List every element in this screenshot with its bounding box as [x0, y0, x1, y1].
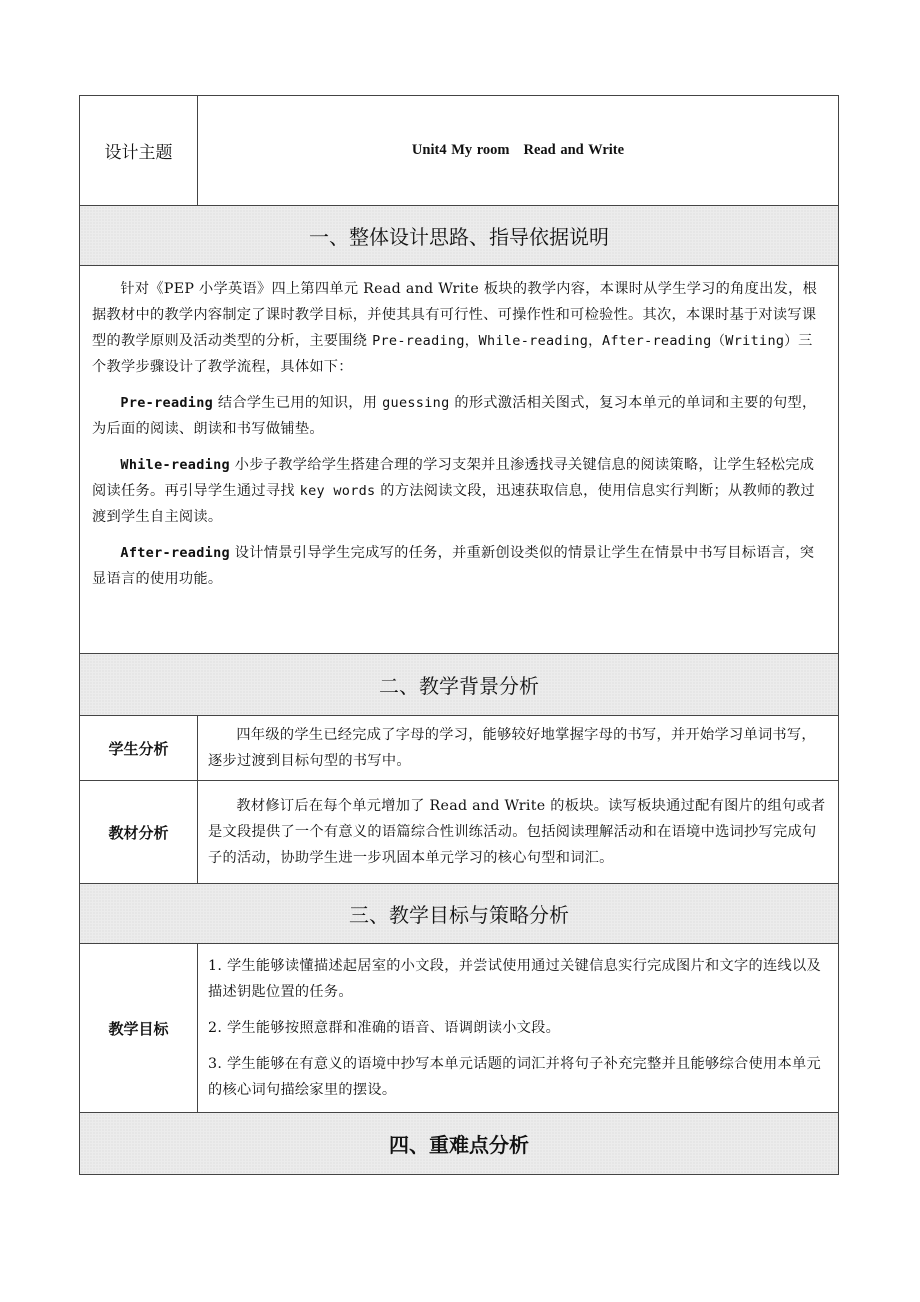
student-analysis-label: 学生分析	[80, 716, 198, 781]
objectives-row	[80, 944, 839, 1113]
textbook-analysis-label: 教材分析	[80, 781, 198, 884]
section-title-overall-design: 一、整体设计思路、指导依据说明	[80, 206, 839, 266]
overall-design-body-row	[80, 266, 839, 654]
section-title-key-points: 四、重难点分析	[80, 1113, 839, 1175]
pre-reading-paragraph: Pre-reading 结合学生已用的知识，用 guessing 的形式激活相关图式，复习本单元的单词和主要的句型，为后面的阅读、朗读和书写做铺垫。	[92, 395, 817, 437]
while-reading-paragraph: While-reading 小步子教学给学生搭建合理的学习支架并且渗透找寻关键信息的阅读策略，让学生轻松完成阅读任务。再引导学生通过寻找 key words 的方法阅读文段，迅速获取信息，使用信息实行判断；从教师的教过渡到学生自主阅读。	[92, 457, 815, 525]
section-header-row	[80, 206, 839, 266]
objective-item: 1. 学生能够读懂描述起居室的小文段，并尝试使用通过关键信息实行完成图片和文字的连线以及描述钥匙位置的任务。	[208, 958, 821, 1000]
design-topic-title	[198, 96, 839, 206]
lesson-plan-table	[79, 95, 839, 1175]
student-analysis-text: 四年级的学生已经完成了字母的学习，能够较好地掌握字母的书写，并开始学习单词书写，逐步过渡到目标句型的书写中。	[208, 727, 816, 769]
objective-item: 3. 学生能够在有意义的语境中抄写本单元话题的词汇并将句子补充完整并且能够综合使用本单元的核心词句描绘家里的摆设。	[208, 1056, 821, 1098]
section-header-row	[80, 1113, 839, 1175]
overall-design-body	[80, 266, 839, 654]
objectives-label: 教学目标	[80, 944, 198, 1113]
design-topic-label: 设计主题	[80, 96, 198, 206]
section-title-objectives: 三、教学目标与策略分析	[80, 884, 839, 944]
student-analysis-row	[80, 716, 839, 781]
design-topic-row	[80, 96, 839, 206]
after-reading-term: After-reading	[120, 545, 230, 561]
objective-item: 2. 学生能够按照意群和准确的语音、语调朗读小文段。	[208, 1020, 561, 1036]
while-reading-term: While-reading	[120, 457, 230, 473]
topic-module: Read and Write	[523, 142, 625, 158]
textbook-analysis-row	[80, 781, 839, 884]
section-header-row	[80, 884, 839, 944]
textbook-analysis-text: 教材修订后在每个单元增加了 Read and Write 的板块。读写板块通过配有图片的组句或者是文段提供了一个有意义的语篇综合性训练活动。包括阅读理解活动和在语境中选词抄写完成句子的活动，协助学生进一步巩固本单元学习的核心句型和词汇。	[208, 798, 826, 866]
section-header-row	[80, 654, 839, 716]
textbook-analysis-cell	[198, 781, 839, 884]
intro-paragraph: 针对《PEP 小学英语》四上第四单元 Read and Write 板块的教学内容，本课时从学生学习的角度出发，根据教材中的教学内容制定了课时教学目标，并使其具有可行性、可操作性和可检验性。其次，本课时基于对读写课型的教学原则及活动类型的分析，主要围绕 Pre-reading，While-reading，After-reading（Writing）三个教学步骤设计了教学流程，具体如下：	[92, 281, 818, 375]
section-title-background: 二、教学背景分析	[80, 654, 839, 716]
steps-terms: Pre-reading，While-reading，After-reading（Writing）	[372, 333, 799, 349]
topic-unit: Unit4 My room	[411, 142, 510, 158]
objectives-cell	[198, 944, 839, 1113]
student-analysis-cell	[198, 716, 839, 781]
after-reading-paragraph: After-reading 设计情景引导学生完成写的任务，并重新创设类似的情景让学生在情景中书写目标语言，突显语言的使用功能。	[92, 545, 815, 587]
pre-reading-term: Pre-reading	[120, 395, 214, 411]
